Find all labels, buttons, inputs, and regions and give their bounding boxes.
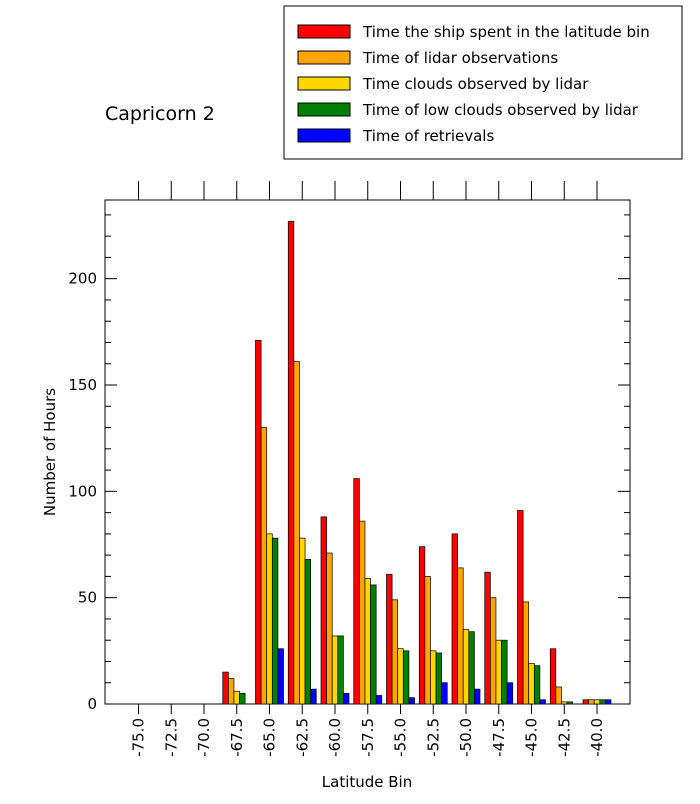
bar: [338, 636, 344, 704]
legend-label: Time of low clouds observed by lidar: [363, 101, 638, 119]
bar: [436, 653, 442, 704]
y-tick-label: 0: [87, 695, 97, 713]
bar: [605, 700, 611, 704]
x-tick-label: -70.0: [195, 718, 213, 757]
chart-title: Capricorn 2: [105, 103, 215, 125]
x-tick-label: -40.0: [588, 718, 606, 757]
x-tick-label: -42.5: [555, 718, 574, 757]
bar: [240, 693, 246, 704]
bar: [311, 689, 317, 704]
bar: [305, 559, 311, 704]
bar: [234, 691, 240, 704]
bar: [523, 602, 529, 704]
y-axis-label: Number of Hours: [41, 387, 59, 517]
bar: [288, 221, 294, 704]
x-tick-label: -60.0: [326, 718, 344, 757]
bar: [490, 598, 496, 704]
legend-label: Time clouds observed by lidar: [363, 75, 589, 93]
bar: [485, 572, 491, 704]
legend-swatch: [298, 103, 350, 116]
bar: [496, 640, 502, 704]
bar: [469, 632, 475, 704]
bar: [261, 428, 267, 704]
legend-swatch: [298, 25, 350, 38]
bar: [327, 553, 333, 704]
bar: [452, 534, 458, 704]
bar: [567, 702, 573, 704]
bar: [594, 700, 600, 704]
bar: [561, 702, 567, 704]
bar: [463, 630, 469, 704]
bar: [321, 517, 327, 704]
bar: [228, 678, 234, 704]
bar: [403, 651, 409, 704]
legend-swatch: [298, 77, 350, 90]
bar: [354, 479, 360, 704]
bar: [425, 576, 431, 704]
bar: [267, 534, 273, 704]
y-tick-label: 150: [68, 376, 97, 395]
x-tick-label: -47.5: [489, 718, 508, 757]
bar: [299, 538, 305, 704]
bar: [458, 568, 464, 704]
x-tick-label: -65.0: [260, 718, 279, 757]
x-tick-label: -52.5: [424, 718, 443, 757]
bars-group: [223, 221, 611, 704]
bar: [502, 640, 508, 704]
legend-label: Time of lidar observations: [363, 49, 559, 67]
x-tick-label: -50.0: [457, 718, 475, 757]
x-tick-label: -67.5: [227, 718, 246, 757]
bar: [392, 600, 398, 704]
y-axis: [68, 215, 630, 713]
bar: [540, 700, 546, 704]
bar: [332, 636, 338, 704]
bar: [294, 362, 300, 704]
x-tick-label: -75.0: [129, 718, 148, 757]
bar: [278, 649, 284, 704]
bar: [589, 700, 595, 704]
bar: [474, 689, 480, 704]
legend-label: Time of retrievals: [363, 127, 495, 145]
bar: [371, 585, 377, 704]
legend-swatch: [298, 51, 350, 64]
bar: [419, 547, 425, 704]
y-tick-label: 200: [68, 269, 97, 288]
bar: [430, 651, 436, 704]
bar: [529, 664, 535, 704]
bar: [507, 683, 513, 704]
x-tick-label: -62.5: [293, 718, 312, 757]
bar: [442, 683, 448, 704]
bar: [550, 649, 556, 704]
bar: [376, 695, 382, 704]
bar: [256, 340, 262, 704]
bar: [387, 574, 393, 704]
x-tick-label: -55.0: [391, 718, 410, 757]
bar: [365, 579, 371, 704]
legend-swatch: [298, 129, 350, 142]
x-tick-label: -57.5: [358, 718, 377, 757]
bar: [534, 666, 540, 704]
x-tick-label: -45.0: [522, 718, 541, 757]
x-tick-label: -72.5: [162, 718, 181, 757]
bar: [223, 672, 229, 704]
bar: [398, 649, 404, 704]
bar: [600, 700, 606, 704]
bar: [583, 700, 589, 704]
x-axis-label: Latitude Bin: [321, 773, 413, 791]
legend-label: Time the ship spent in the latitude bin: [363, 23, 650, 41]
bar: [272, 538, 278, 704]
y-tick-label: 50: [77, 588, 97, 607]
bar: [409, 698, 415, 704]
bar: [556, 687, 562, 704]
legend: [284, 6, 682, 159]
bar: [359, 521, 365, 704]
bar: [518, 510, 524, 704]
y-tick-label: 100: [68, 482, 97, 501]
bar: [343, 693, 349, 704]
